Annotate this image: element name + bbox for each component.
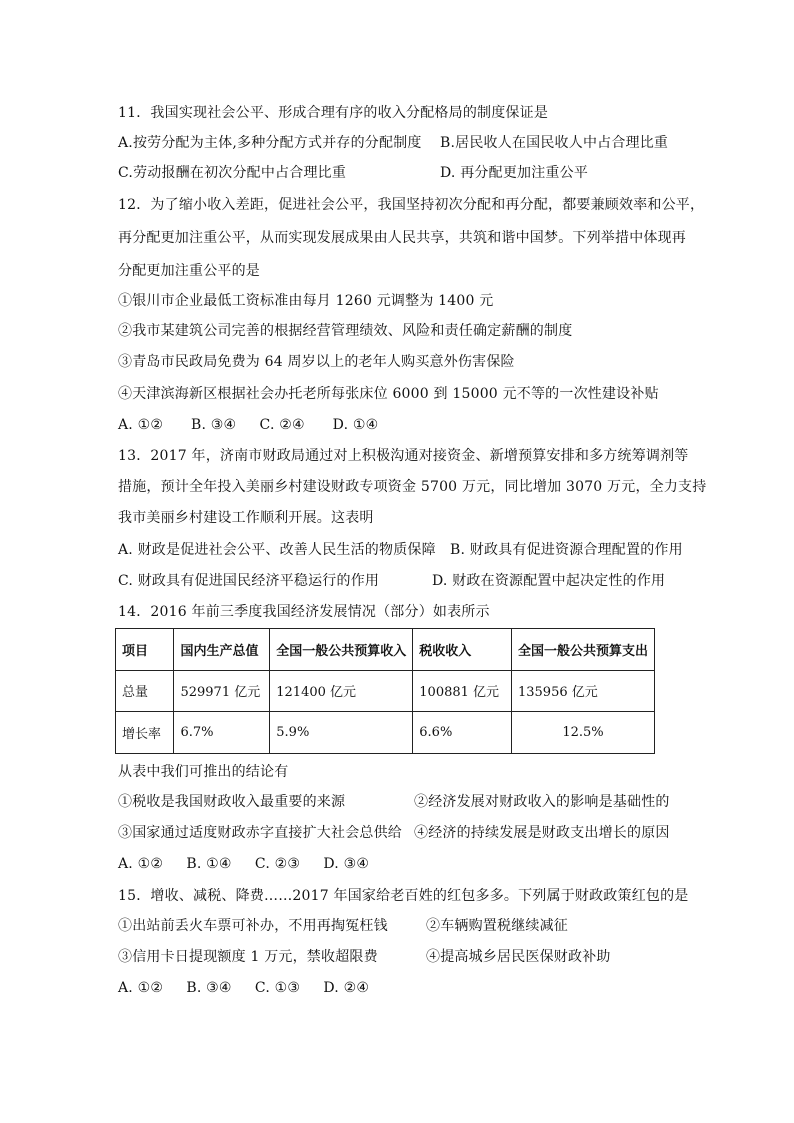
table-cell: 6.6%	[413, 712, 512, 754]
q11-option-a: A.按劳分配为主体,多种分配方式并存的分配制度	[118, 135, 422, 151]
q13-option-c: C. 财政具有促进国民经济平稳运行的作用	[118, 573, 380, 589]
q13-option-b: B. 财政具有促进资源合理配置的作用	[450, 542, 683, 558]
q13-option-a: A. 财政是促进社会公平、改善人民生活的物质保障	[118, 542, 436, 558]
q15-item-2: ②车辆购置税继续减征	[426, 918, 568, 934]
q14-item-4: ④经济的持续发展是财政支出增长的原因	[414, 825, 670, 841]
q12-item-3: ③青岛市民政局免费为 64 周岁以上的老年人购买意外伤害保险	[118, 354, 515, 370]
q12-item-2: ②我市某建筑公司完善的根据经营管理绩效、风险和责任确定薪酬的制度	[118, 323, 573, 339]
table-header-cell: 全国一般公共预算收入	[270, 629, 413, 671]
q14-item-2: ②经济发展对财政收入的影响是基础性的	[414, 794, 670, 810]
q14-item-3: ③国家通过适度财政赤字直接扩大社会总供给	[118, 825, 402, 841]
table-row	[116, 670, 655, 712]
table-header-cell: 项目	[116, 629, 174, 671]
q13-stem-line2: 措施，预计全年投入美丽乡村建设财政专项资金 5700 万元，同比增加 3070 万元，全力支持	[118, 479, 707, 495]
economic-data-table	[115, 628, 655, 754]
q14-choices: A. ①② B. ①④ C. ②③ D. ③④	[118, 856, 370, 872]
table-cell: 6.7%	[174, 712, 270, 754]
table-header-cell: 税收收入	[413, 629, 512, 671]
q14-lead: 从表中我们可推出的结论有	[118, 764, 289, 780]
table-row	[116, 712, 655, 754]
q14-stem: 14．2016 年前三季度我国经济发展情况（部分）如表所示	[118, 604, 490, 620]
q15-item-3: ③信用卡日提现额度 1 万元，禁收超限费	[118, 949, 378, 965]
q12-item-4: ④天津滨海新区根据社会办托老所每张床位 6000 到 15000 元不等的一次性建设补贴	[118, 386, 659, 402]
table-header-row	[116, 629, 655, 671]
q12-item-1: ①银川市企业最低工资标准由每月 1260 元调整为 1400 元	[118, 293, 494, 309]
table-cell: 总量	[116, 670, 174, 712]
q11-option-c: C.劳动报酬在初次分配中占合理比重	[118, 165, 347, 181]
q13-option-d: D. 财政在资源配置中起决定性的作用	[432, 573, 666, 589]
q15-item-4: ④提高城乡居民医保财政补助	[426, 949, 611, 965]
table-cell: 5.9%	[270, 712, 413, 754]
q11-option-d: D. 再分配更加注重公平	[440, 165, 589, 181]
table-cell: 529971 亿元	[174, 670, 270, 712]
q13-stem-line3: 我市美丽乡村建设工作顺利开展。这表明	[118, 510, 374, 526]
q11-stem: 11．我国实现社会公平、形成合理有序的收入分配格局的制度保证是	[118, 105, 549, 121]
table-cell: 121400 亿元	[270, 670, 413, 712]
table-header-cell: 国内生产总值	[174, 629, 270, 671]
table-cell: 135956 亿元	[511, 670, 654, 712]
table-cell: 12.5%	[511, 712, 654, 754]
table-cell: 100881 亿元	[413, 670, 512, 712]
q12-choices: A. ①② B. ③④ C. ②④ D. ①④	[118, 417, 379, 433]
q14-item-1: ①税收是我国财政收入最重要的来源	[118, 794, 346, 810]
q12-stem-line2: 再分配更加注重公平，从而实现发展成果由人民共享，共筑和谐中国梦。下列举措中体现再	[118, 230, 686, 246]
q15-choices: A. ①② B. ③④ C. ①③ D. ②④	[118, 980, 370, 996]
table-header-cell: 全国一般公共预算支出	[511, 629, 654, 671]
q15-item-1: ①出站前丢火车票可补办，不用再掏冤枉钱	[118, 918, 388, 934]
table-cell: 增长率	[116, 712, 174, 754]
q12-stem-line1: 12．为了缩小收入差距，促进社会公平，我国坚持初次分配和再分配，都要兼顾效率和公平，	[118, 197, 705, 213]
q11-option-b: B.居民收人在国民收人中占合理比重	[440, 135, 669, 151]
q15-stem: 15．增收、减税、降费……2017 年国家给老百姓的红包多多。下列属于财政政策红包的是	[118, 888, 689, 904]
q12-stem-line3: 分配更加注重公平的是	[118, 263, 260, 279]
q13-stem-line1: 13．2017 年，济南市财政局通过对上积极沟通对接资金、新增预算安排和多方统筹调剂等	[118, 448, 689, 464]
